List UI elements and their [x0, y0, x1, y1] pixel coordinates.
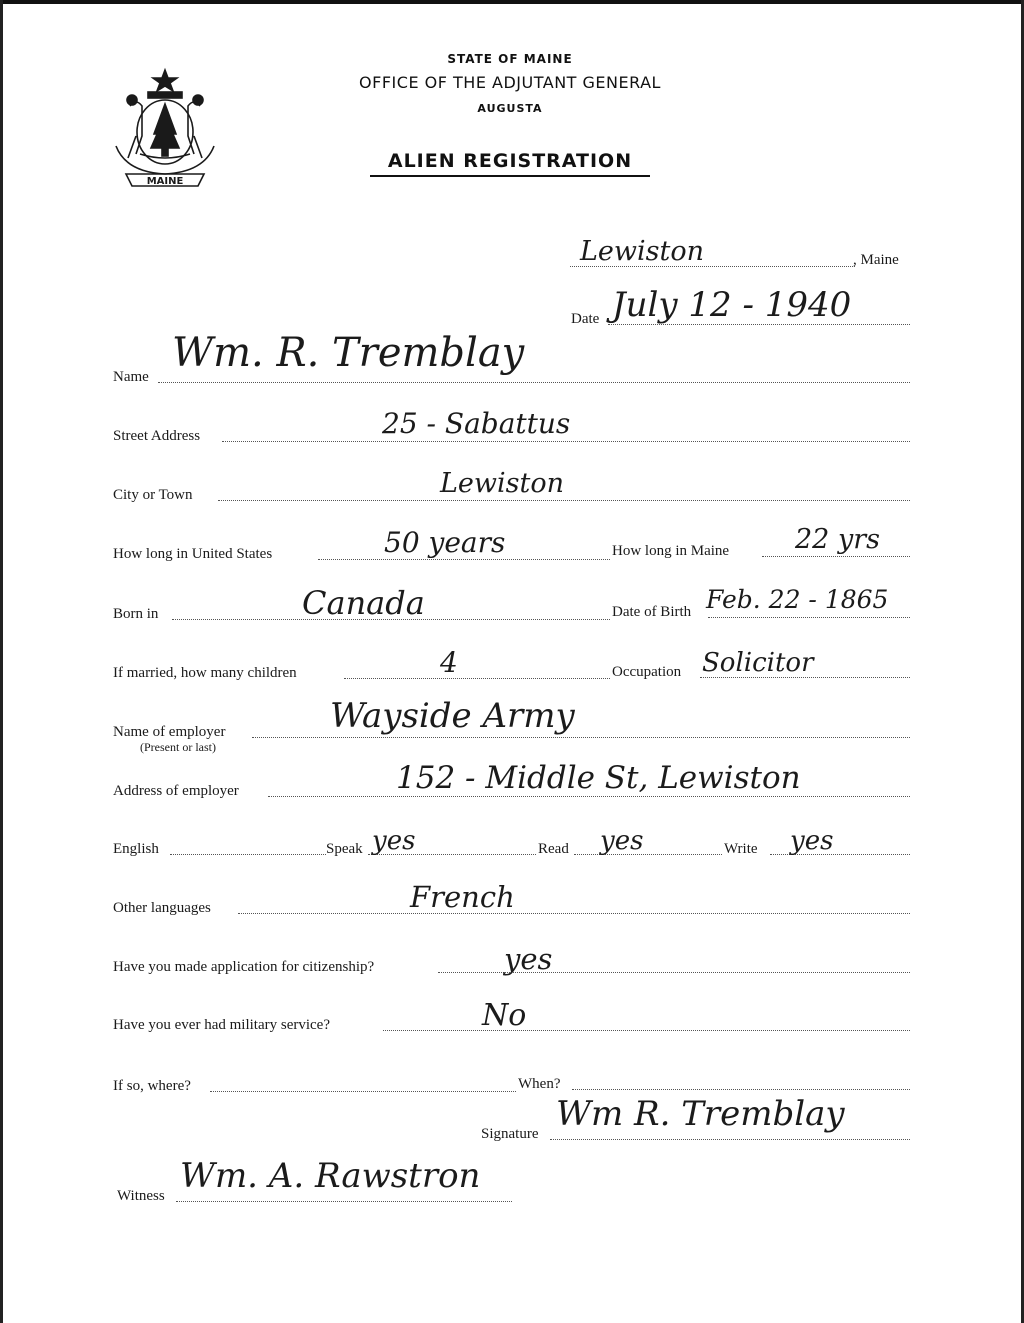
employer-value[interactable]: Wayside Army [330, 696, 575, 736]
read-value[interactable]: yes [600, 826, 644, 856]
name-label: Name [113, 369, 149, 385]
employer-address-line [268, 796, 910, 797]
witness-value[interactable]: Wm. A. Rawstron [180, 1156, 481, 1196]
name-value[interactable]: Wm. R. Tremblay [172, 330, 525, 376]
military-label: Have you ever had military service? [113, 1017, 330, 1033]
form-title: ALIEN REGISTRATION [387, 150, 633, 172]
street-value[interactable]: 25 - Sabattus [382, 407, 571, 440]
city-label: City or Town [113, 487, 193, 503]
employer-line [252, 737, 910, 738]
military-line [383, 1030, 910, 1031]
other-languages-line [238, 913, 910, 914]
employer-address-value[interactable]: 152 - Middle St, Lewiston [396, 760, 801, 796]
when-label: When? [518, 1076, 561, 1092]
read-line [574, 854, 722, 855]
when-line [572, 1089, 910, 1090]
place-suffix-label: , Maine [853, 252, 899, 268]
write-value[interactable]: yes [790, 826, 834, 856]
city-line [218, 500, 910, 501]
citizenship-label: Have you made application for citizenship? [113, 959, 375, 975]
place-value[interactable]: Lewiston [580, 236, 705, 267]
speak-value[interactable]: yes [372, 826, 416, 856]
read-label: Read [538, 841, 569, 857]
born-in-label: Born in [113, 606, 159, 622]
street-label: Street Address [113, 428, 201, 444]
state-of-maine-seal-icon [112, 66, 218, 192]
header-city: AUGUSTA [477, 102, 543, 115]
title-underline [370, 175, 650, 177]
where-line [210, 1091, 516, 1092]
other-languages-value[interactable]: French [410, 880, 515, 914]
us-duration-line [318, 559, 610, 560]
us-duration-label: How long in United States [113, 546, 273, 562]
dob-value[interactable]: Feb. 22 - 1865 [706, 585, 889, 614]
maine-duration-line [762, 556, 910, 557]
children-value[interactable]: 4 [440, 646, 458, 679]
maine-duration-label: How long in Maine [612, 543, 730, 559]
children-line [344, 678, 610, 679]
dob-label: Date of Birth [612, 604, 692, 620]
occupation-label: Occupation [612, 664, 682, 680]
name-line [158, 382, 910, 383]
us-duration-value[interactable]: 50 years [384, 526, 506, 559]
scan-border-top [0, 0, 1024, 4]
speak-label: Speak [326, 841, 363, 857]
english-label: English [113, 841, 159, 857]
born-in-value[interactable]: Canada [302, 584, 425, 622]
header-state: STATE OF MAINE [447, 52, 573, 66]
signature-line [550, 1139, 910, 1140]
write-label: Write [724, 841, 758, 857]
military-value[interactable]: No [482, 998, 527, 1033]
english-line [170, 854, 326, 855]
employer-sub-label: (Present or last) [140, 740, 216, 754]
signature-label: Signature [481, 1126, 539, 1142]
employer-label: Name of employer [113, 724, 226, 740]
employer-address-label: Address of employer [113, 783, 239, 799]
city-value[interactable]: Lewiston [440, 468, 565, 499]
other-languages-label: Other languages [113, 900, 211, 916]
signature-value[interactable]: Wm R. Tremblay [556, 1094, 845, 1134]
scan-border-left [0, 0, 3, 1323]
witness-label: Witness [117, 1188, 165, 1204]
citizenship-value[interactable]: yes [504, 942, 553, 976]
seal-banner-text: MAINE [146, 176, 184, 187]
date-label: Date [571, 311, 600, 327]
header-office: OFFICE OF THE ADJUTANT GENERAL [359, 73, 661, 92]
dob-line [708, 617, 910, 618]
children-label: If married, how many children [113, 665, 297, 681]
witness-line [176, 1201, 512, 1202]
maine-duration-value[interactable]: 22 yrs [795, 524, 880, 555]
date-value[interactable]: July 12 - 1940 [612, 285, 852, 325]
street-line [222, 441, 910, 442]
where-label: If so, where? [113, 1078, 191, 1094]
occupation-value[interactable]: Solicitor [702, 648, 814, 678]
